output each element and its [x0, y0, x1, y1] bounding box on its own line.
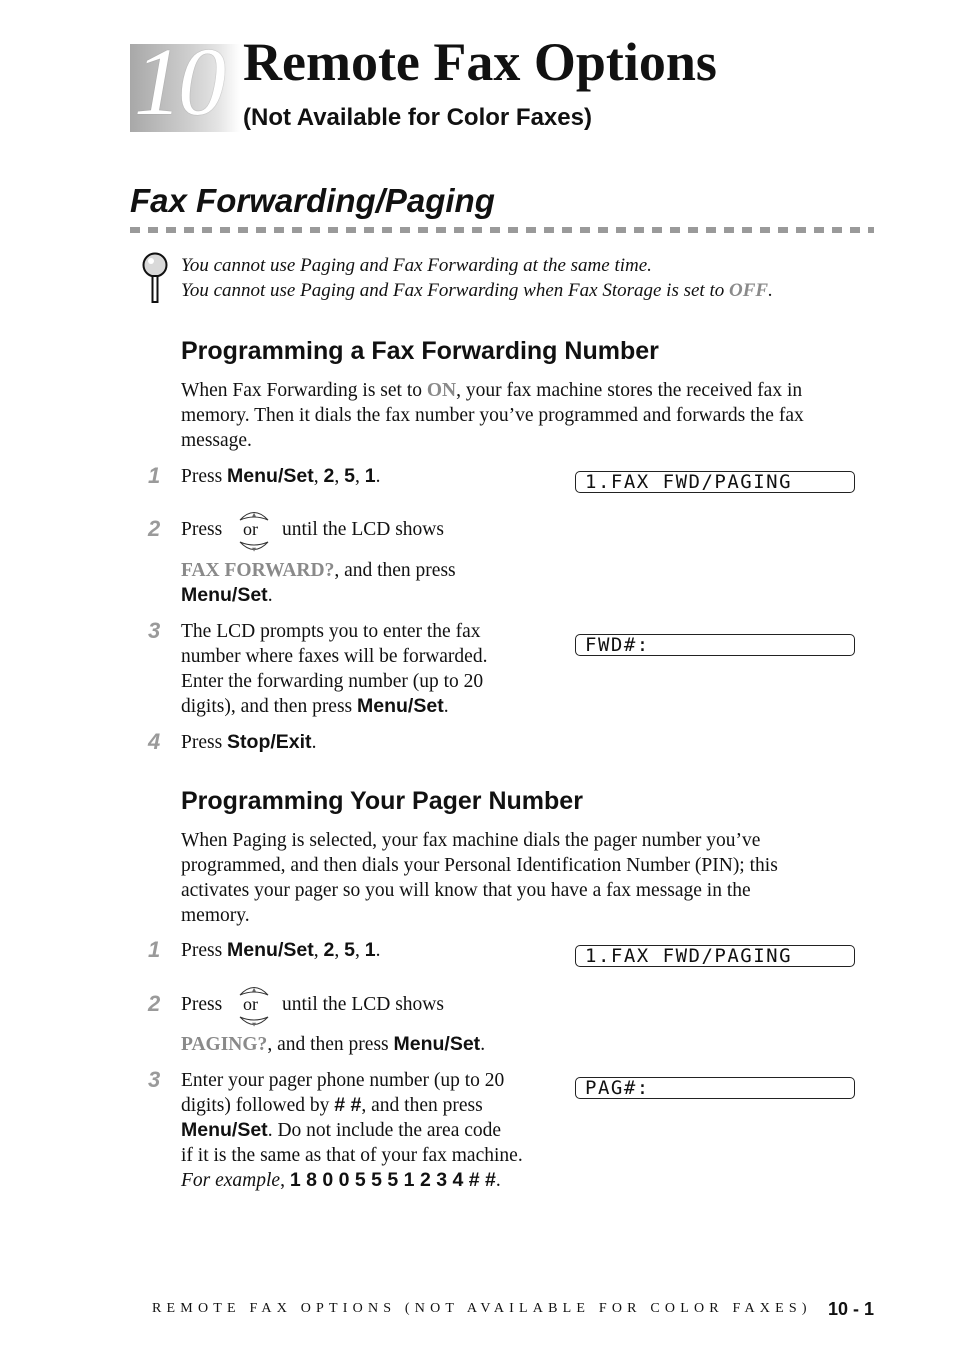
note-line-2: You cannot use Paging and Fax Forwarding when Fax Storage is set to OFF.	[181, 280, 773, 301]
forwarding-intro: When Fax Forwarding is set to ON, your fax machine stores the received fax in memory. Then it dials the fax number you’ve programmed and forwards the fax message.	[181, 380, 804, 451]
pager-step-2-text: until the LCD shows	[282, 994, 444, 1015]
pager-step-1: Press Menu/Set, 2, 5, 1.	[181, 939, 381, 961]
forwarding-step-2-key: Menu/Set.	[181, 584, 273, 606]
or-label: or	[243, 519, 258, 539]
lcd-display: PAG#:	[575, 1077, 855, 1099]
forwarding-heading: Programming a Fax Forwarding Number	[181, 337, 659, 365]
svg-text:▲: ▲	[252, 512, 256, 518]
step-number: 2	[148, 991, 161, 1016]
step-number: 4	[148, 729, 161, 754]
step-number: 1	[148, 463, 161, 488]
svg-text:▼: ▼	[252, 1022, 256, 1028]
pin-icon	[140, 252, 170, 306]
step-number: 3	[148, 1067, 161, 1092]
or-label: or	[243, 994, 258, 1014]
section-divider	[130, 227, 874, 233]
forwarding-step-1: Press Menu/Set, 2, 5, 1.	[181, 465, 381, 487]
step-number: 1	[148, 937, 161, 962]
lcd-display: 1.FAX FWD/PAGING	[575, 471, 855, 493]
step-number: 3	[148, 618, 161, 643]
forwarding-step-4: Press Stop/Exit.	[181, 731, 317, 753]
pager-intro: When Paging is selected, your fax machine dials the pager number you’ve programmed, and then dials your Personal Identification Number (PIN); this activates your pager so you will know that you have a fax message in the memory.	[181, 830, 778, 926]
chapter-title: Remote Fax Options	[243, 32, 717, 92]
pager-heading: Programming Your Pager Number	[181, 787, 583, 815]
lcd-display: FWD#:	[575, 634, 855, 656]
footer-running-title: REMOTE FAX OPTIONS (NOT AVAILABLE FOR COLOR FAXES)	[152, 1301, 812, 1316]
forwarding-step-3: The LCD prompts you to enter the fax number where faxes will be forwarded. Enter the forwarding number (up to 20 digits), and then press Menu/Set.	[181, 621, 488, 717]
forwarding-step-2-text: until the LCD shows	[282, 519, 444, 540]
forwarding-step-2-press: Press	[181, 519, 223, 540]
forwarding-step-2-detail: FAX FORWARD?, and then press	[181, 560, 456, 581]
pager-step-2-detail: PAGING?, and then press Menu/Set.	[181, 1033, 486, 1055]
pager-step-2-press: Press	[181, 994, 223, 1015]
svg-text:▼: ▼	[252, 547, 256, 553]
section-title: Fax Forwarding/Paging	[130, 182, 495, 219]
step-number: 2	[148, 516, 161, 541]
page-number: 10 - 1	[828, 1299, 875, 1319]
pager-step-3: Enter your pager phone number (up to 20 digits) followed by # #, and then press Menu/Set. Do not include the area code if it is the same as that of your fax machine. For example, 1 8 0 0 5 5 5 1 2 3 4 # #.	[181, 1070, 523, 1191]
chapter-subtitle: (Not Available for Color Faxes)	[243, 104, 592, 131]
lcd-display: 1.FAX FWD/PAGING	[575, 945, 855, 967]
chapter-number: 10	[134, 28, 222, 135]
svg-text:▲: ▲	[252, 987, 256, 993]
note-off-value: OFF	[729, 280, 769, 301]
note-line-1: You cannot use Paging and Fax Forwarding at the same time.	[181, 255, 652, 276]
